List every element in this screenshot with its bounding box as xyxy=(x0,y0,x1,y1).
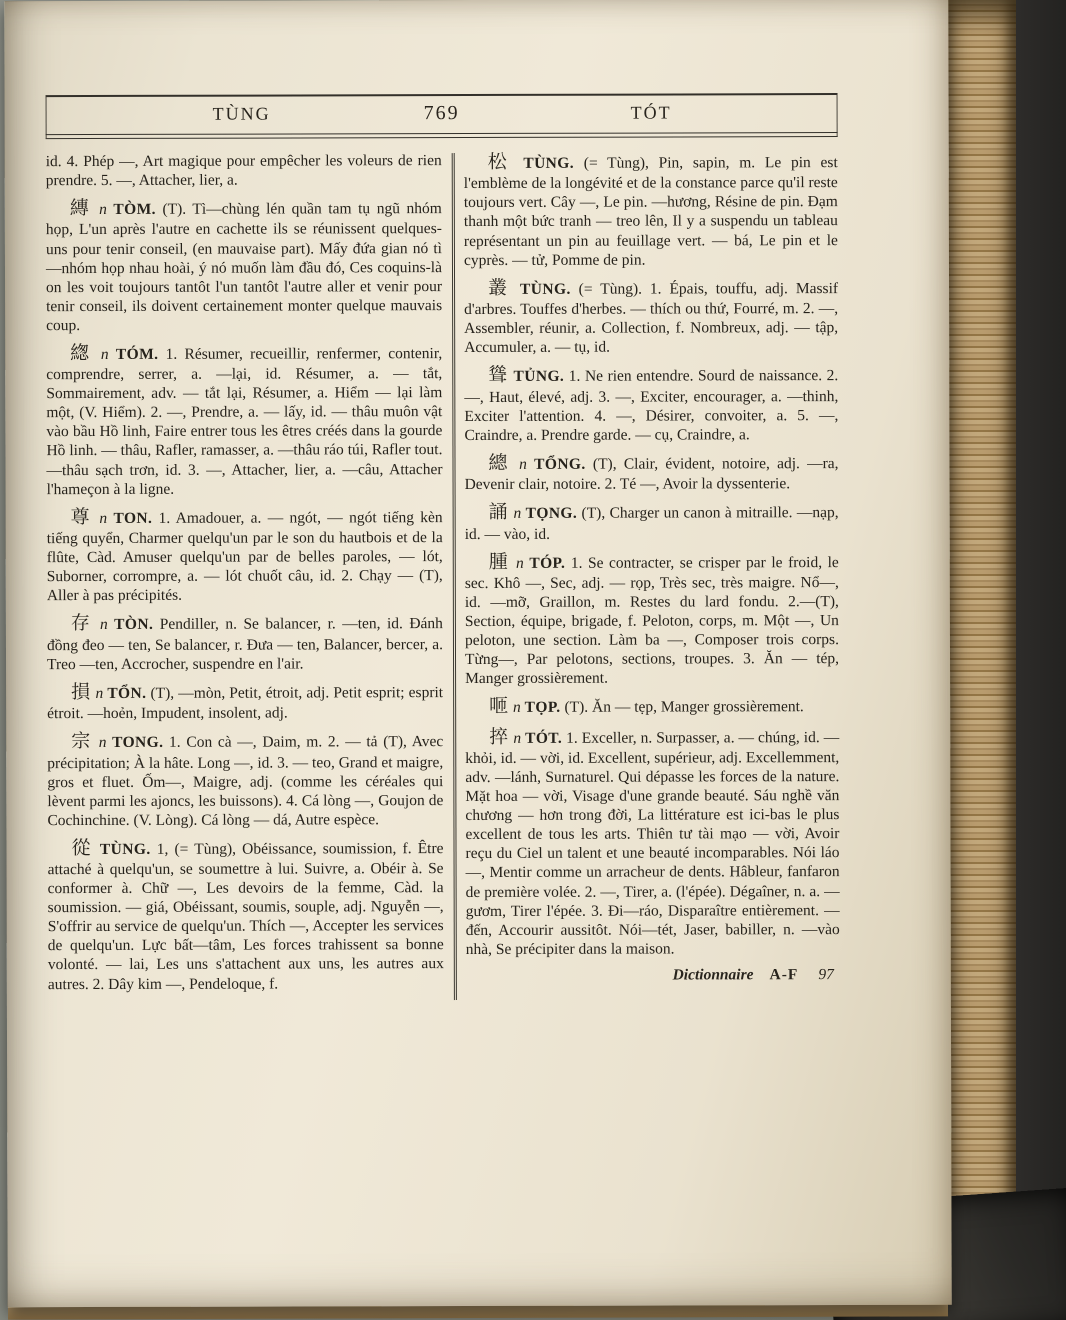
dictionary-entry xyxy=(47,729,443,830)
headword: TỌP. xyxy=(524,699,561,717)
headword: TỦNG. xyxy=(513,367,565,386)
entry-text: (T), —mòn, Petit, étroit, adj. Petit esprit; esprit étroit. —hoẻn, Impudent, insolent, adj. xyxy=(47,683,444,723)
han-character: 誦 xyxy=(488,502,510,524)
headword: TON. xyxy=(113,509,153,527)
headword: TÙNG. xyxy=(520,280,571,298)
dictionary-entry xyxy=(465,694,839,718)
han-character: 縳 xyxy=(69,198,93,220)
dictionary-entry xyxy=(47,505,443,606)
han-character: 損 xyxy=(71,681,92,703)
dictionary-entry xyxy=(47,680,443,723)
han-character: 叢 xyxy=(488,277,513,299)
entry-text: Pendiller, n. Se balancer, r. —ten, id. Đánh đồng đeo — ten, Se balancer, r. Đưa — ten, Balancer, bercer, a. Treo —ten, Accrocher, suspendre en l'air. xyxy=(46,615,443,673)
running-head xyxy=(46,93,838,139)
headword: TÒN. xyxy=(114,616,154,634)
headword: TÓP. xyxy=(529,554,566,572)
part-of-speech: n xyxy=(513,729,522,747)
han-character: 咂 xyxy=(489,696,510,718)
left-column xyxy=(46,151,444,1001)
dictionary-entry xyxy=(464,363,838,445)
headword: TỌNG. xyxy=(525,504,578,523)
right-column xyxy=(464,150,840,1000)
entry-text: (T). Ăn — tẹp, Manger grossièrement. xyxy=(564,698,804,717)
column-divider xyxy=(452,153,457,1000)
dictionary-entry xyxy=(465,500,839,543)
han-character: 宗 xyxy=(71,731,94,753)
part-of-speech: n xyxy=(513,699,521,717)
dictionary-entry xyxy=(464,150,838,270)
headword: TÓT. xyxy=(525,729,563,747)
dictionary-entry xyxy=(46,151,442,190)
headword: TỔNG. xyxy=(534,455,586,473)
running-head-row xyxy=(47,101,837,129)
part-of-speech: n xyxy=(98,734,107,752)
entry-text: 1. Ne rien entendre. Sourd de naissance. 2. —, Haut, élevé, adj. 3. —, Exciter, encourager, a. —thinh, Exciter l'attention. 4. —, Désirer, convoiter, a. 5. —, Craindre, a. Prendre garde. — cụ, Craindre, a. xyxy=(464,367,839,444)
han-character: 緫 xyxy=(70,342,94,364)
part-of-speech: n xyxy=(100,345,109,363)
han-character: 尊 xyxy=(70,506,94,528)
entry-text: (T), Clair, évident, notoire, adj. —ra, Devenir clair, notoire. 2. Té —, Avoir la dyssenterie. xyxy=(464,454,839,494)
entry-text: 1. Amadouer, a. — ngót, — ngót tiếng kèn tiếng quyển, Charmer quelqu'un par le son du hautbois et de la flûte, Càd. Amuser quelqu'un par de belles paroles, — lót, Suborner, corrompre, a. — lót chuốt câu, id. 2. Chạy — (T), Aller à pas précipités. xyxy=(46,508,443,605)
entry-text: 1, (= Tùng), Obéissance, soumission, f. Être attaché à quelqu'un, se soumettre à lui. Suivre, a. Obéir à. Se conformer à. Chữ —, Les devoirs de la femme, Càd. la soumission. — giá, Obéissant, soumis, souple, adj. Nguyễn —, S'offrir au service de quelqu'un. Thích —, Accepter les services de quelqu'un. Lực bất—tâm, Les forces trahissent sa bonne volonté. — lai, Les uns s'attachent aux uns, les autres aux autres. 2. Dây kim —, Pendeloque, f. xyxy=(47,839,444,993)
page-edges xyxy=(944,0,1016,1306)
part-of-speech: n xyxy=(99,201,107,219)
guide-word-left: TÙNG xyxy=(212,103,271,124)
dictionary-entry xyxy=(465,725,840,959)
two-column-text xyxy=(46,150,840,1001)
volume-range: A-F xyxy=(769,965,799,983)
headword: TỔN. xyxy=(107,684,147,702)
part-of-speech: n xyxy=(513,505,522,523)
han-character: 從 xyxy=(71,837,94,859)
sheet-number: 97 xyxy=(818,965,834,983)
page-content xyxy=(46,93,840,1001)
part-of-speech: n xyxy=(515,554,524,572)
entry-text: (= Tùng), Pin, sapin, m. Le pin est l'emblème de la longévité et de la constance parce qu'il reste toujours vert. Cây —, Le pin. —hương, Résine de pin. Đạm thanh một bức tranh — treo lên, Il y a suspendu un tableau représentant un pin au feuillage vert. — bá, Le pin et le cyprès. — tử, Pomme de pin. xyxy=(463,154,838,269)
entry-text: (T). Tì—chùng lén quần tam tụ ngũ nhóm họp, L'un après l'autre en cachette ils se réunissent quelques-uns pour tenir conseil, (en mauvaise part). Mấy đứa gian nó tì —nhóm họp nhau hoài, ý nó muốn làm đầu đó, Ces coquins-là on les voit toujours tantôt l'un tantôt l'autre aller et venir pour tenir conseil, ils doivent certainement monter quelque mauvais coup. xyxy=(45,200,443,334)
part-of-speech: n xyxy=(95,684,104,702)
headword: TÙNG. xyxy=(99,840,151,858)
book-title: Dictionnaire xyxy=(672,966,754,984)
dictionary-entry xyxy=(47,611,443,674)
han-character: 松 xyxy=(487,151,514,173)
page-number: 769 xyxy=(423,102,460,125)
entry-text: 1. Con cà —, Daim, m. 2. — tả (T), Avec précipitation; À la hâte. Long —, id. 3. — teo, Grand et maigre, gros et fluet. Ốm—, Maigre, adj. (comme les céréales qui lèvent parmi les ajoncs, les buissons). 4. Cá lòng —, Goujon de Cochinchine. (V. Lòng). Cá lòng — dá, Autre espèce. xyxy=(47,733,444,829)
dictionary-entry xyxy=(465,550,839,689)
entry-text: 1. Exceller, n. Surpasser, a. — chúng, id. — khỏi, id. — vời, id. Excellent, supérieur, adj. Excellemment, adv. —lánh, Surnaturel. Qui dépasse les forces de la nature. Mặt hoa — vời, Visage d'une grande beauté. Sáu nghề văn chương — hơn trong đời, La littérature est ici-bas le plus excellent de tous les arts. Thiên tư tài mạo — vời, Avoir reçu du Ciel un talent et une beauté incomparables. Nói láo —, Mentir comme un arracheur de dents. Hâbleur, fanfaron de première volée. 2. —, Tirer, a. (l'épée). Dégaîner, n. a. — gươm, Tirer l'épée. 3. Đi—ráo, Disparaître entièrement. —đến, Accourir aussitôt. Nói—tét, Jaser, babiller, n. —vào nhà, Se précipiter dans la maison. xyxy=(465,728,840,958)
han-character: 捽 xyxy=(489,726,510,748)
dictionary-page xyxy=(4,0,951,1307)
dictionary-entry xyxy=(46,196,442,335)
entry-text: 1. Se contracter, se crisper par le froid, le sec. Khô —, Sec, adj. — rọp, Très sec, très maigre. Nổ—, id. —mỡ, Graillon, m. Restes du lard fondu. 2.—(T), Section, équipe, brigade, f. Peloton, corps, m. Một —, Un peloton, une section. Làm ba —, Composer trois corps. Từng—, Par pelotons, sections, troupes. 3. Ăn — tép, Manger grossièrement. xyxy=(464,553,840,688)
dictionary-entry xyxy=(47,836,443,994)
han-character: 總 xyxy=(488,452,512,474)
headword: TÒM. xyxy=(113,200,156,219)
dictionary-entry xyxy=(464,276,838,358)
part-of-speech: n xyxy=(99,616,108,634)
part-of-speech: n xyxy=(519,455,527,473)
entry-text: (T), Charger un canon à mitraille. —nạp, id. — vào, id. xyxy=(464,504,839,543)
entry-text: (= Tùng). 1. Épais, touffu, adj. Massif d'arbres. Touffes d'herbes. — thích ou thứ, Fourré, m. 2. —, Assembler, réunir, a. Collection, f. Nombreux, adj. — tập, Accumuler, a. — tụ, id. xyxy=(464,279,839,357)
han-character: 腫 xyxy=(488,551,511,573)
headword: TÙNG. xyxy=(523,154,575,172)
entry-text: 1. Résumer, recueillir, renfermer, contenir, comprendre, serrer, a. —lại, id. Résumer, a. — tắt, Sommairement, adv. — tắt lại, Résumer, a. Hiểm — lại làm một, (V. Hiểm). 2. —, Prendre, a. — lấy, id. — thâu muôn vật vào bầu Hồ linh, Faire entrer tous les êtres créés dans la gourde Hồ linh. — thâu, Rafler, ramasser, a. —thâu ráo túi, Rafler tout. —thâu sạch trơn, id. 3. —, Attacher, lier, a. —câu, Attacher l'hameçon à la ligne. xyxy=(46,344,443,498)
signature-line xyxy=(466,966,840,985)
han-character: 聳 xyxy=(488,365,509,387)
han-character: 存 xyxy=(70,613,94,635)
dictionary-entry xyxy=(464,451,838,494)
dictionary-entry xyxy=(46,341,442,499)
guide-word-right: TÓT xyxy=(630,102,672,123)
entry-text: id. 4. Phép —, Art magique pour empêcher les voleurs de rien prendre. 5. —, Attacher, lier, a. xyxy=(45,152,442,190)
headword: TÓM. xyxy=(115,345,159,363)
part-of-speech: n xyxy=(99,509,108,527)
headword: TONG. xyxy=(112,733,164,752)
